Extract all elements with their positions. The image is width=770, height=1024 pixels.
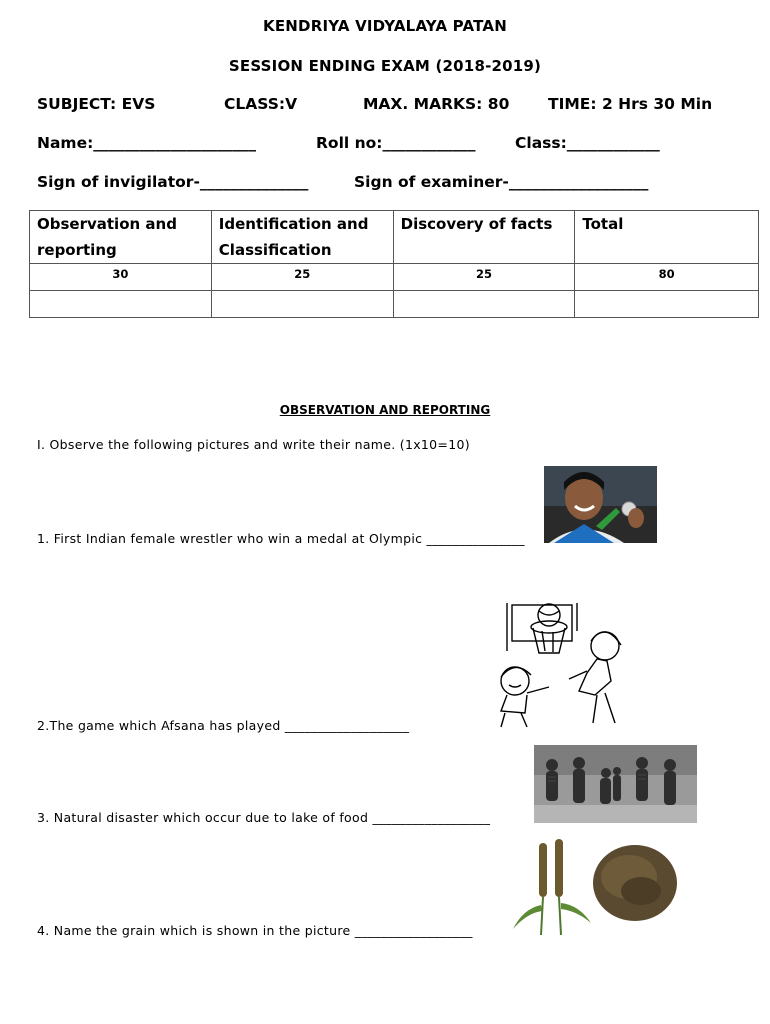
question-1: 1. First Indian female wrestler who win a medal at Olympic _______________ (37, 531, 525, 546)
time-label: TIME: 2 Hrs 30 Min (548, 95, 713, 113)
wrestler-photo (544, 466, 657, 543)
score-cell-total[interactable] (575, 291, 759, 318)
invigilator-field: Sign of invigilator-______________ (37, 173, 309, 191)
question-2: 2.The game which Afsana has played ___________________ (37, 718, 410, 733)
famine-photo (534, 745, 697, 823)
basketball-sketch (487, 601, 630, 729)
marks-table (29, 210, 759, 318)
score-cell-identification[interactable] (211, 291, 393, 318)
marks-discovery: 25 (393, 264, 575, 291)
score-cell-observation[interactable] (30, 291, 212, 318)
roll-field: Roll no:____________ (316, 134, 476, 152)
header-observation: Observation and reporting (30, 211, 212, 264)
section-title: OBSERVATION AND REPORTING (279, 403, 491, 417)
examiner-field: Sign of examiner-__________________ (354, 173, 649, 191)
question-3: 3. Natural disaster which occur due to lake of food __________________ (37, 810, 491, 825)
header-discovery: Discovery of facts (393, 211, 575, 264)
class-field: Class:____________ (515, 134, 660, 152)
max-marks-label: MAX. MARKS: 80 (363, 95, 510, 113)
marks-identification: 25 (211, 264, 393, 291)
school-name: KENDRIYA VIDYALAYA PATAN (263, 17, 507, 35)
millet-photo (509, 839, 679, 935)
score-cell-discovery[interactable] (393, 291, 575, 318)
name-field: Name:_____________________ (37, 134, 257, 152)
subject-label: SUBJECT: EVS (37, 95, 156, 113)
header-identification: Identification and Classification (211, 211, 393, 264)
section-instruction: I. Observe the following pictures and write their name. (1x10=10) (37, 437, 470, 452)
class-label: CLASS:V (224, 95, 298, 113)
marks-observation: 30 (30, 264, 212, 291)
exam-title: SESSION ENDING EXAM (2018-2019) (228, 57, 542, 75)
question-4: 4. Name the grain which is shown in the picture __________________ (37, 923, 473, 938)
header-total: Total (575, 211, 759, 264)
marks-total: 80 (575, 264, 759, 291)
